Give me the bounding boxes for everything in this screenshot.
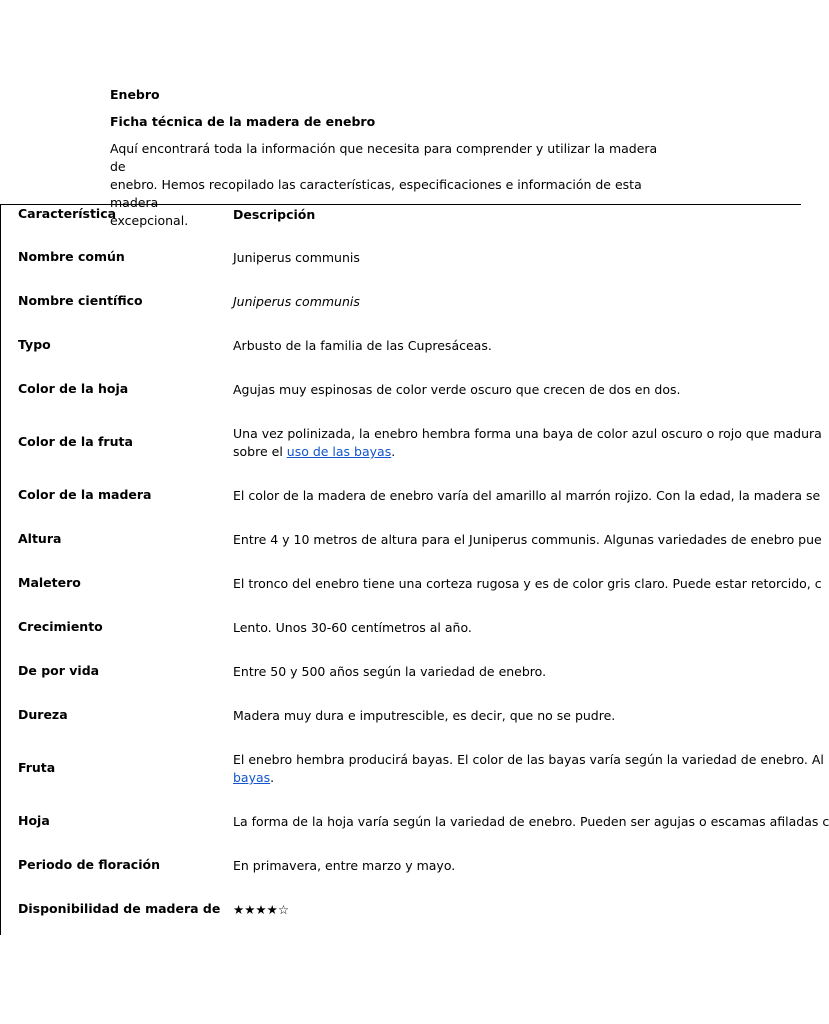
row-label: Nombre común [18,249,125,264]
intro-line: enebro. Hemos recopilado las características, especificaciones e información de esta madera [110,177,642,210]
row-label: Color de la hoja [18,381,129,396]
description-text: sobre el [233,444,287,459]
berries-link[interactable]: bayas [233,770,271,785]
specs-table [0,204,829,935]
row-label: Fruta [18,760,56,775]
row-label: Color de la madera [18,487,152,502]
column-header-characteristic: Característica [18,206,117,221]
description-text: . [391,444,396,459]
row-description [233,751,824,787]
row-description: Juniperus communis [233,294,360,309]
intro-line: excepcional. [110,213,189,228]
row-description: Madera muy dura e imputrescible, es decir, que no se pudre. [233,708,616,723]
description-text: . [270,770,275,785]
row-description [233,425,822,461]
row-description: El color de la madera de enebro varía del amarillo al marrón rojizo. Con la edad, la madera se [233,488,821,503]
row-label: Hoja [18,813,50,828]
row-label: De por vida [18,663,100,678]
row-description: Juniperus communis [233,250,360,265]
row-description: Entre 4 y 10 metros de altura para el Juniperus communis. Algunas variedades de enebro pue [233,532,822,547]
berries-use-link[interactable]: uso de las bayas [286,444,392,459]
column-header-description: Descripción [233,207,316,222]
row-label: Maletero [18,575,81,590]
star-rating: ★★★★☆ [233,902,290,917]
row-label: Typo [18,337,51,352]
row-label: Crecimiento [18,619,103,634]
row-label: Disponibilidad de madera de [18,901,221,916]
row-description: Entre 50 y 500 años según la variedad de enebro. [233,664,547,679]
row-description: La forma de la hoja varía según la variedad de enebro. Pueden ser agujas o escamas afiladas c [233,814,829,829]
row-description: En primavera, entre marzo y mayo. [233,858,456,873]
row-description: El tronco del enebro tiene una corteza rugosa y es de color gris claro. Puede estar retorcido, c [233,576,822,591]
row-label: Altura [18,531,62,546]
description-line: El enebro hembra producirá bayas. El color de las bayas varía según la variedad de enebro. Al [233,752,824,767]
description-line: Una vez polinizada, la enebro hembra forma una baya de color azul oscuro o rojo que madura [233,426,822,441]
row-description: Agujas muy espinosas de color verde oscuro que crecen de dos en dos. [233,382,681,397]
row-label: Nombre científico [18,293,143,308]
row-label: Color de la fruta [18,434,133,449]
row-description: Arbusto de la familia de las Cupresáceas. [233,338,492,353]
row-label: Dureza [18,707,68,722]
intro-line: Aquí encontrará toda la información que necesita para comprender y utilizar la madera de [110,141,658,174]
document-subtitle: Ficha técnica de la madera de enebro [110,114,376,129]
row-label: Periodo de floración [18,857,160,872]
document-title: Enebro [110,87,160,102]
row-description: Lento. Unos 30-60 centímetros al año. [233,620,472,635]
